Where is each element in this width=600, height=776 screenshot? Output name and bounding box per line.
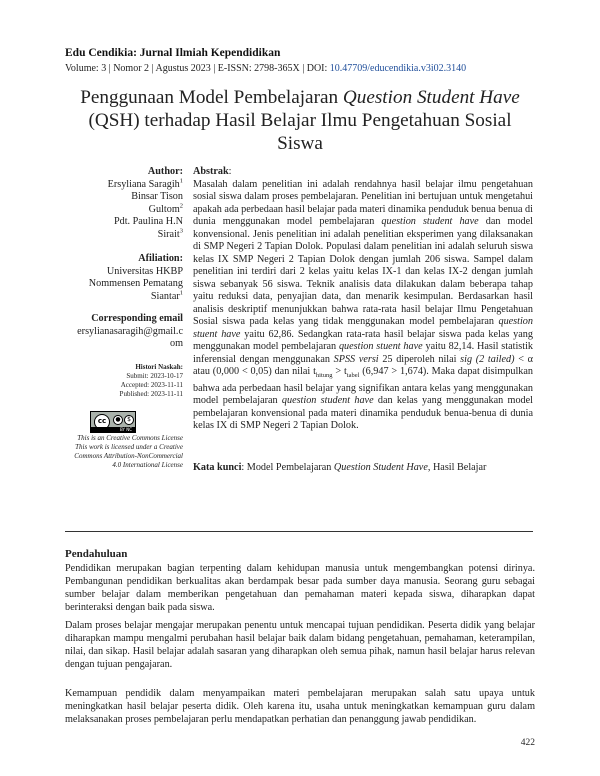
section-divider: [65, 531, 533, 532]
journal-name: Edu Cendikia: Jurnal Ilmiah Kependidikan: [65, 47, 281, 59]
journal-meta-text: Volume: 3 | Nomor 2 | Agustus 2023 | E-ISSN: 2798-365X | DOI:: [65, 63, 330, 74]
page-number: 422: [520, 738, 535, 748]
corresponding-heading: Corresponding email: [91, 313, 183, 324]
author-block: [65, 166, 183, 241]
affiliation-heading: Afiliation:: [138, 253, 183, 264]
by-person-icon: ●: [113, 415, 123, 425]
intro-paragraph: Kemampuan pendidik dalam menyampaikan materi pembelajaran merupakan salah satu upaya untuk meningkatkan hasil belajar peserta didik. Oleh karena itu, usaha untuk meningkatkan kemampuan guru dalam melaksanakan proses pembelajaran perlu mendapatkan perhatian dan penanggung jawab pendidikan.: [65, 688, 535, 725]
author-name: Ersyliana Saragih$^1$: [107, 177, 183, 190]
author-name: Binsar Tison Gultom$^2$: [131, 191, 183, 215]
history-block: [65, 363, 183, 399]
corresponding-block: [65, 313, 183, 351]
cc-license-badge[interactable]: [90, 411, 136, 433]
title-italic: Question Student Have: [342, 87, 520, 108]
corresponding-email[interactable]: ersylianasaragih@gmail.com: [77, 325, 183, 349]
title-part: Penggunaan Model Pembelajaran: [80, 87, 343, 108]
intro-heading: Pendahuluan: [65, 548, 128, 560]
history-published: Published: 2023-11-11: [119, 390, 183, 398]
journal-meta: [65, 63, 466, 74]
cc-strip: BY NC: [91, 427, 135, 432]
intro-paragraph: Dalam proses belajar mengajar merupakan penentu untuk mencapai tujuan pendidikan. Peserta didik yang belajar diharapkan mampu mengalmi perubahan hasil belajar baik dalam bidang pengetahuan, pemahaman, keterampilan, nilai, dan sikap. Hasil belajar adalah sasaran yang diharapkan oleh semua pihak, namun hasil belajar harus relevan dengan tujuan pengajaran.: [65, 620, 535, 670]
history-submit: Submit: 2023-10-17: [126, 372, 183, 380]
history-accepted: Accepted: 2023-11-11: [120, 381, 183, 389]
title-part: (QSH) terhadap Hasil Belajar Ilmu Pengetahuan Sosial Siswa: [88, 110, 512, 154]
abstract: Abstrak: Masalah dalam penelitian ini adalah rendahnya hasil belajar ilmu pengetahuan sosial siswa dalam proses pembelajaran. Penelitian ini bertujuan untuk mengetahui apakah ada perbedaan hasil belajar pada materi dinamika penduduk benua benua di dunia menggunakan model pembelajaran question student have dan model konvensional. Jenis penelitian ini adalah penelitian eksperimen yang dilaksanakan di SMP Negeri 2 Tapian Dolok. Populasi dalam penelitian ini adalah seluruh siswa kelas IX SMP Negeri 2 Tapian Dolok dengan jumlah 206 siswa. Sampel dalam penelitian ini terdiri dari 2 kelas yaitu kelas IX-1 dan kelas IX-2 dengan jumlah siswa sebanyak 56 siswa. Teknik analisis data dilakukan dalam beberapa tahap yaitu reduksi data, penyajian data, dan menarik kesimpulan. Berdasarkan hasil analisis deskriptif menunjukkan bahwa rata-rata hasil belajar Ilmu Pengetahuan Sosial siswa pada kelas yang tidak menggunakan model pembelajaran question stuent have yaitu 62,86. Sedangkan rata-rata hasil belajar siswa pada kelas yang menggunakan model pembelajaran question stuent have yaitu 82,14. Hasil statistik inferensial dengan menggunakan SPSS versi 25 diperoleh nilai sig (2 tailed) < α atau (0,000 < 0,05) dan nilai $t_{hitung} > t_{tabel}$ (6,947 > 1,674). Maka dapat disimpulkan bahwa ada perbedaan hasil belajar yang signifikan antara kelas yang menggunakan model pembelajaran question student have dan kelas yang menggunakan model pembelajaran konvensional pada materi dinamika penduduk benua-benua di dunia kelas IX di SMP Negeri 2 Tapian Dolok.: [193, 166, 533, 432]
cc-logo-icon: cc: [94, 414, 110, 430]
affiliation-text: Universitas HKBP Nommensen Pematang Siantar$^1$: [88, 265, 183, 302]
license-text: This is an Creative Commons License This work is licensed under a Creative Commons Attribution-NonCommercial 4.0 International License: [74, 434, 183, 469]
keywords: Kata kunci: Model Pembelajaran Question Student Have, Hasil Belajar: [193, 462, 487, 473]
abstract-heading: Abstrak: [193, 166, 229, 177]
nc-dollar-icon: $: [124, 415, 134, 425]
author-name: Pdt. Paulina H.N Sirait$^3$: [113, 216, 183, 240]
history-heading: Histori Naskah:: [135, 363, 183, 371]
article-title: [65, 86, 535, 155]
doi-link[interactable]: 10.47709/educendikia.v3i02.3140: [329, 63, 467, 74]
keywords-heading: Kata kunci: [193, 462, 242, 473]
intro-paragraph: Pendidikan merupakan bagian terpenting dalam kehidupan manusia untuk mengembangkan potensi dirinya. Pembangunan pendidikan berkualitas akan berdampak besar pada sumber daya manusia. Seorang guru sebagai sumber belajar dalam memberikan pengetahuan dan pemahaman materi kepada siswa, diharapkan dapat berinteraksi dengan baik pada siswa.: [65, 563, 535, 613]
author-heading: Author:: [147, 166, 183, 177]
affiliation-block: [65, 253, 183, 303]
